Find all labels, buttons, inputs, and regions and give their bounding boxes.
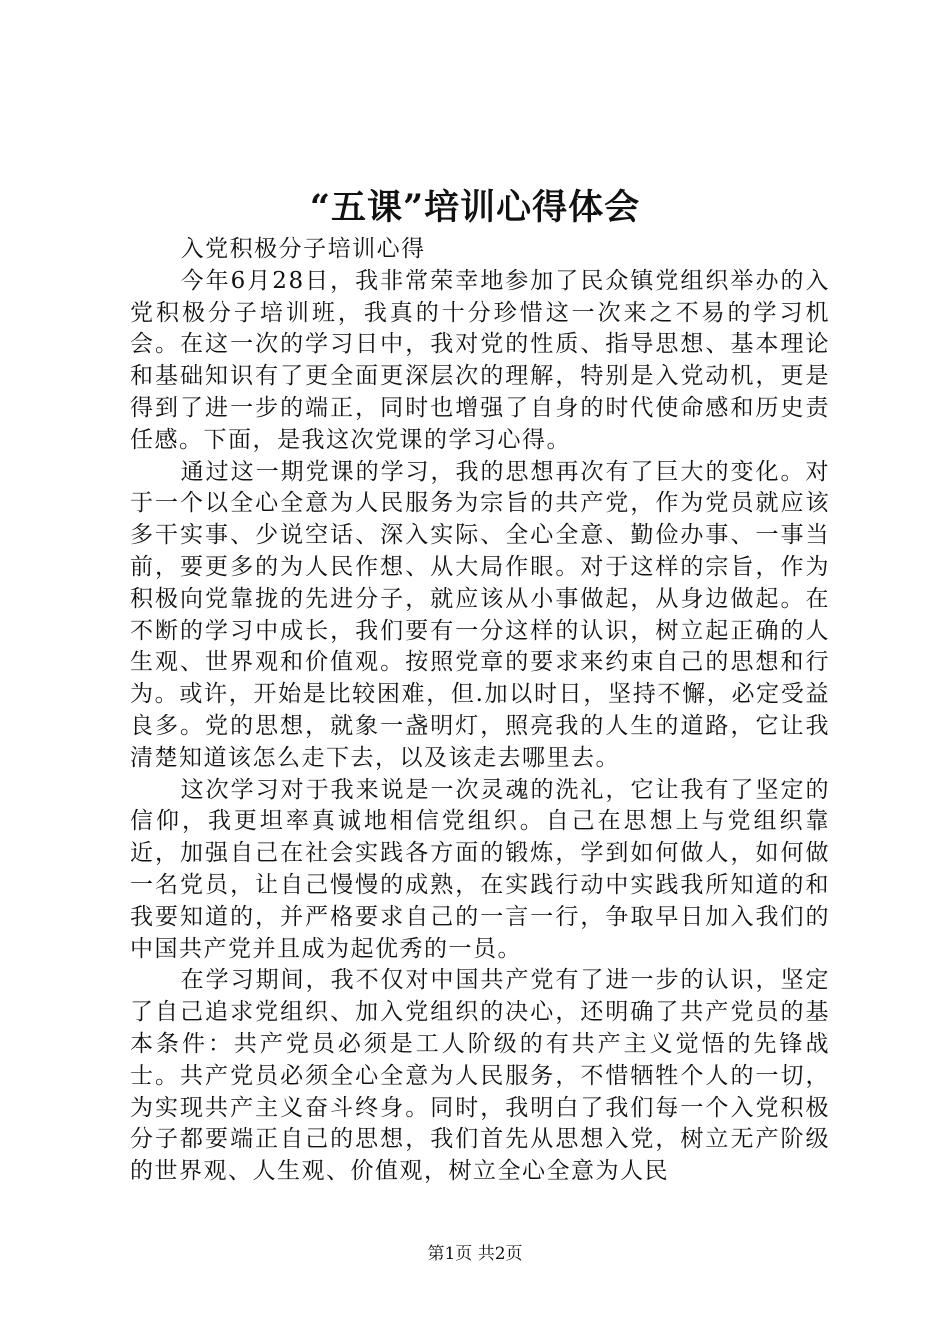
page-footer: 第1页 共2页 [427, 1244, 523, 1264]
document-title: “五课”培训心得体会 [309, 187, 641, 228]
document-body [130, 234, 830, 1188]
paragraph-2: 通过这一期党课的学习，我的思想再次有了巨大的变化。对于一个以全心全意为人民服务为宗旨的共产党，作为党员就应该多干实事、少说空话、深入实际、全心全意、勤俭办事、一事当前，要更多的为人民作想、从大局作眼。对于这样的宗旨，作为积极向党靠拢的先进分子，就应该从小事做起，从身边做起。在不断的学习中成长，我们要有一分这样的认识，树立起正确的人生观、世界观和价值观。按照党章的要求来约束自己的思想和行为。或许，开始是比较困难，但.加以时日，坚持不懈，必定受益良多。党的思想，就象一盏明灯，照亮我的人生的道路，它让我清楚知道该怎么走下去，以及该走去哪里去。 [130, 458, 830, 771]
paragraph-4: 在学习期间，我不仅对中国共产党有了进一步的认识，坚定了自己追求党组织、加入党组织的决心，还明确了共产党员的基本条件：共产党员必须是工人阶级的有共产主义觉悟的先锋战士。共产党员必须全心全意为人民服务，不惜牺牲个人的一切，为实现共产主义奋斗终身。同时，我明白了我们每一个入党积极分子都要端正自己的思想，我们首先从思想入党，树立无产阶级的世界观、人生观、价值观，树立全心全意为人民 [130, 967, 830, 1185]
paragraph-3: 这次学习对于我来说是一次灵魂的洗礼，它让我有了坚定的信仰，我更坦率真诚地相信党组织。自己在思想上与党组织靠近，加强自己在社会实践各方面的锻炼，学到如何做人，如何做一名党员，让自己慢慢的成熟，在实践行动中实践我所知道的和我要知道的，并严格要求自己的一言一行，争取早日加入我们的中国共产党并且成为起优秀的一员。 [130, 776, 830, 962]
paragraph-1: 今年6月28日，我非常荣幸地参加了民众镇党组织举办的入党积极分子培训班，我真的十分珍惜这一次来之不易的学习机会。在这一次的学习日中，我对党的性质、指导思想、基本理论和基础知识有了更全面更深层次的理解，特别是入党动机，更是得到了进一步的端正，同时也增强了自身的时代使命感和历史责任感。下面，是我这次党课的学习心得。 [130, 267, 830, 453]
subtitle-paragraph: 入党积极分子培训心得 [180, 236, 426, 262]
